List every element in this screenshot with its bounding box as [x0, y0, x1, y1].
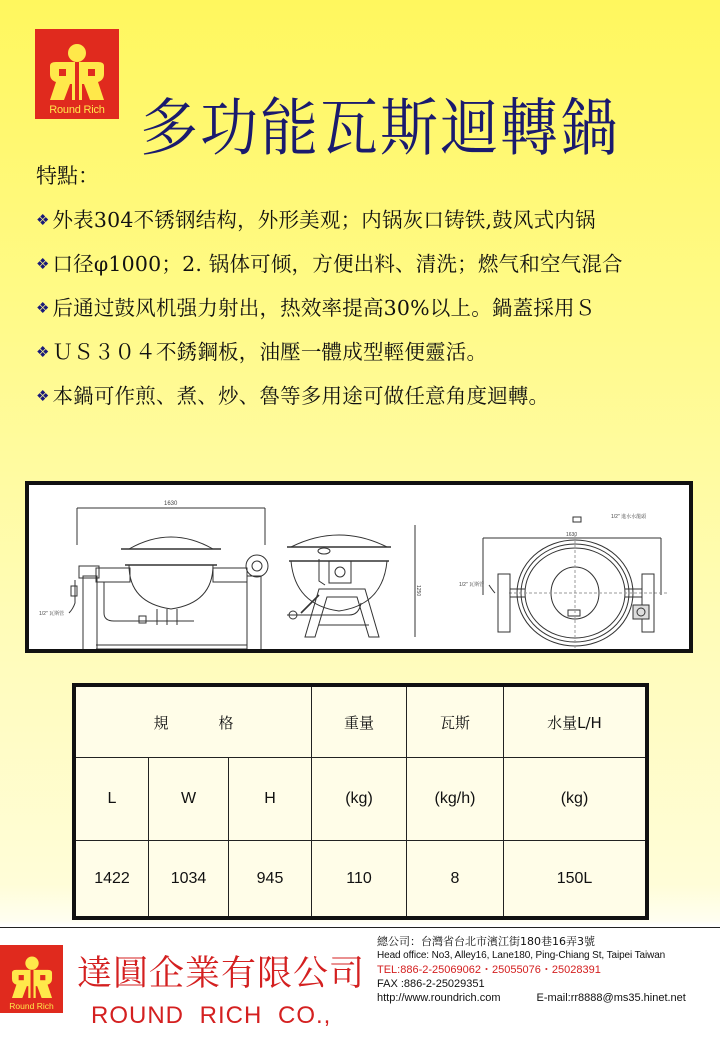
feature-item: ❖ ＵＳ３０４不銹鋼板，油壓一體成型輕便靈活。 [36, 338, 623, 382]
diamond-bullet-icon: ❖ [36, 211, 50, 229]
footer-logo [0, 945, 63, 1013]
unit-gas: (kg/h) [407, 758, 504, 841]
svg-text:1250: 1250 [415, 585, 421, 597]
unit-weight: (kg) [312, 758, 407, 841]
logo-caption: Round Rich [49, 104, 105, 116]
telephone: TEL:886-2-25069062・25055076・25028391 [377, 964, 601, 976]
unit-water: (kg) [504, 758, 648, 841]
svg-text:1/2" 進水水龍頭: 1/2" 進水水龍頭 [611, 514, 647, 520]
address-chinese: 總公司：台灣省台北市濱江街180巷16弄3號 [377, 935, 595, 948]
unit-H: H [229, 758, 312, 841]
diamond-bullet-icon: ❖ [36, 299, 50, 317]
top-view-drawing [459, 513, 669, 649]
website-link[interactable]: http://www.roundrich.com [377, 992, 501, 1004]
unit-W: W [149, 758, 229, 841]
company-name-english: ROUND RICH CO., [91, 1002, 332, 1029]
logo-caption: Round Rich [9, 1001, 54, 1011]
feature-item: ❖ 口径φ1000；2. 锅体可倾，方便出料、清洗；燃气和空气混合 [36, 250, 623, 294]
feature-item: ❖ 后通过鼓风机强力射出，热效率提高30%以上。鍋蓋採用Ｓ [36, 294, 623, 338]
table-header-row [74, 685, 647, 758]
gas-header: 瓦斯 [407, 685, 504, 758]
diamond-bullet-icon: ❖ [36, 255, 50, 273]
svg-text:1630: 1630 [566, 532, 578, 538]
value-W: 1034 [149, 841, 229, 919]
spec-header: 規 格 [74, 685, 312, 758]
value-gas: 8 [407, 841, 504, 919]
company-name-chinese: 達圓企業有限公司 [77, 954, 366, 994]
unit-L: L [74, 758, 149, 841]
features-section [36, 160, 623, 426]
address-english: Head office: No3, Alley16, Lane180, Ping-Chiang St, Taipei Taiwan [377, 950, 666, 961]
company-logo [35, 29, 119, 119]
email-link[interactable]: E-mail:rr8888@ms35.hinet.net [536, 992, 686, 1004]
table-row [74, 841, 647, 919]
value-L: 1422 [74, 841, 149, 919]
features-list [36, 206, 623, 426]
front-view-drawing [39, 501, 268, 649]
weight-header: 重量 [312, 685, 407, 758]
round-rich-logo-icon [7, 955, 57, 1001]
round-rich-logo-icon [44, 42, 110, 104]
feature-item: ❖ 外表304不锈钢结构，外形美观；内锅灰口铸铁,鼓风式内锅 [36, 206, 623, 250]
svg-text:1/2" 瓦斯管: 1/2" 瓦斯管 [39, 611, 65, 617]
svg-text:1/2" 瓦斯管: 1/2" 瓦斯管 [459, 582, 485, 588]
fax: FAX :886-2-25029351 [377, 978, 485, 990]
side-view-drawing [287, 525, 421, 637]
feature-item: ❖ 本鍋可作煎、煮、炒、魯等多用途可做任意角度迴轉。 [36, 382, 623, 426]
spec-table [72, 683, 649, 920]
contact-info [377, 935, 686, 1005]
technical-drawing [25, 481, 693, 653]
page-title: 多功能瓦斯迴轉鍋 [140, 90, 621, 165]
diamond-bullet-icon: ❖ [36, 343, 50, 361]
footer-divider [0, 927, 720, 928]
table-units-row [74, 758, 647, 841]
svg-text:1630: 1630 [164, 501, 178, 507]
value-weight: 110 [312, 841, 407, 919]
features-heading: 特點： [36, 164, 99, 188]
diamond-bullet-icon: ❖ [36, 387, 50, 405]
water-header: 水量L/H [504, 685, 648, 758]
value-water: 150L [504, 841, 648, 919]
value-H: 945 [229, 841, 312, 919]
